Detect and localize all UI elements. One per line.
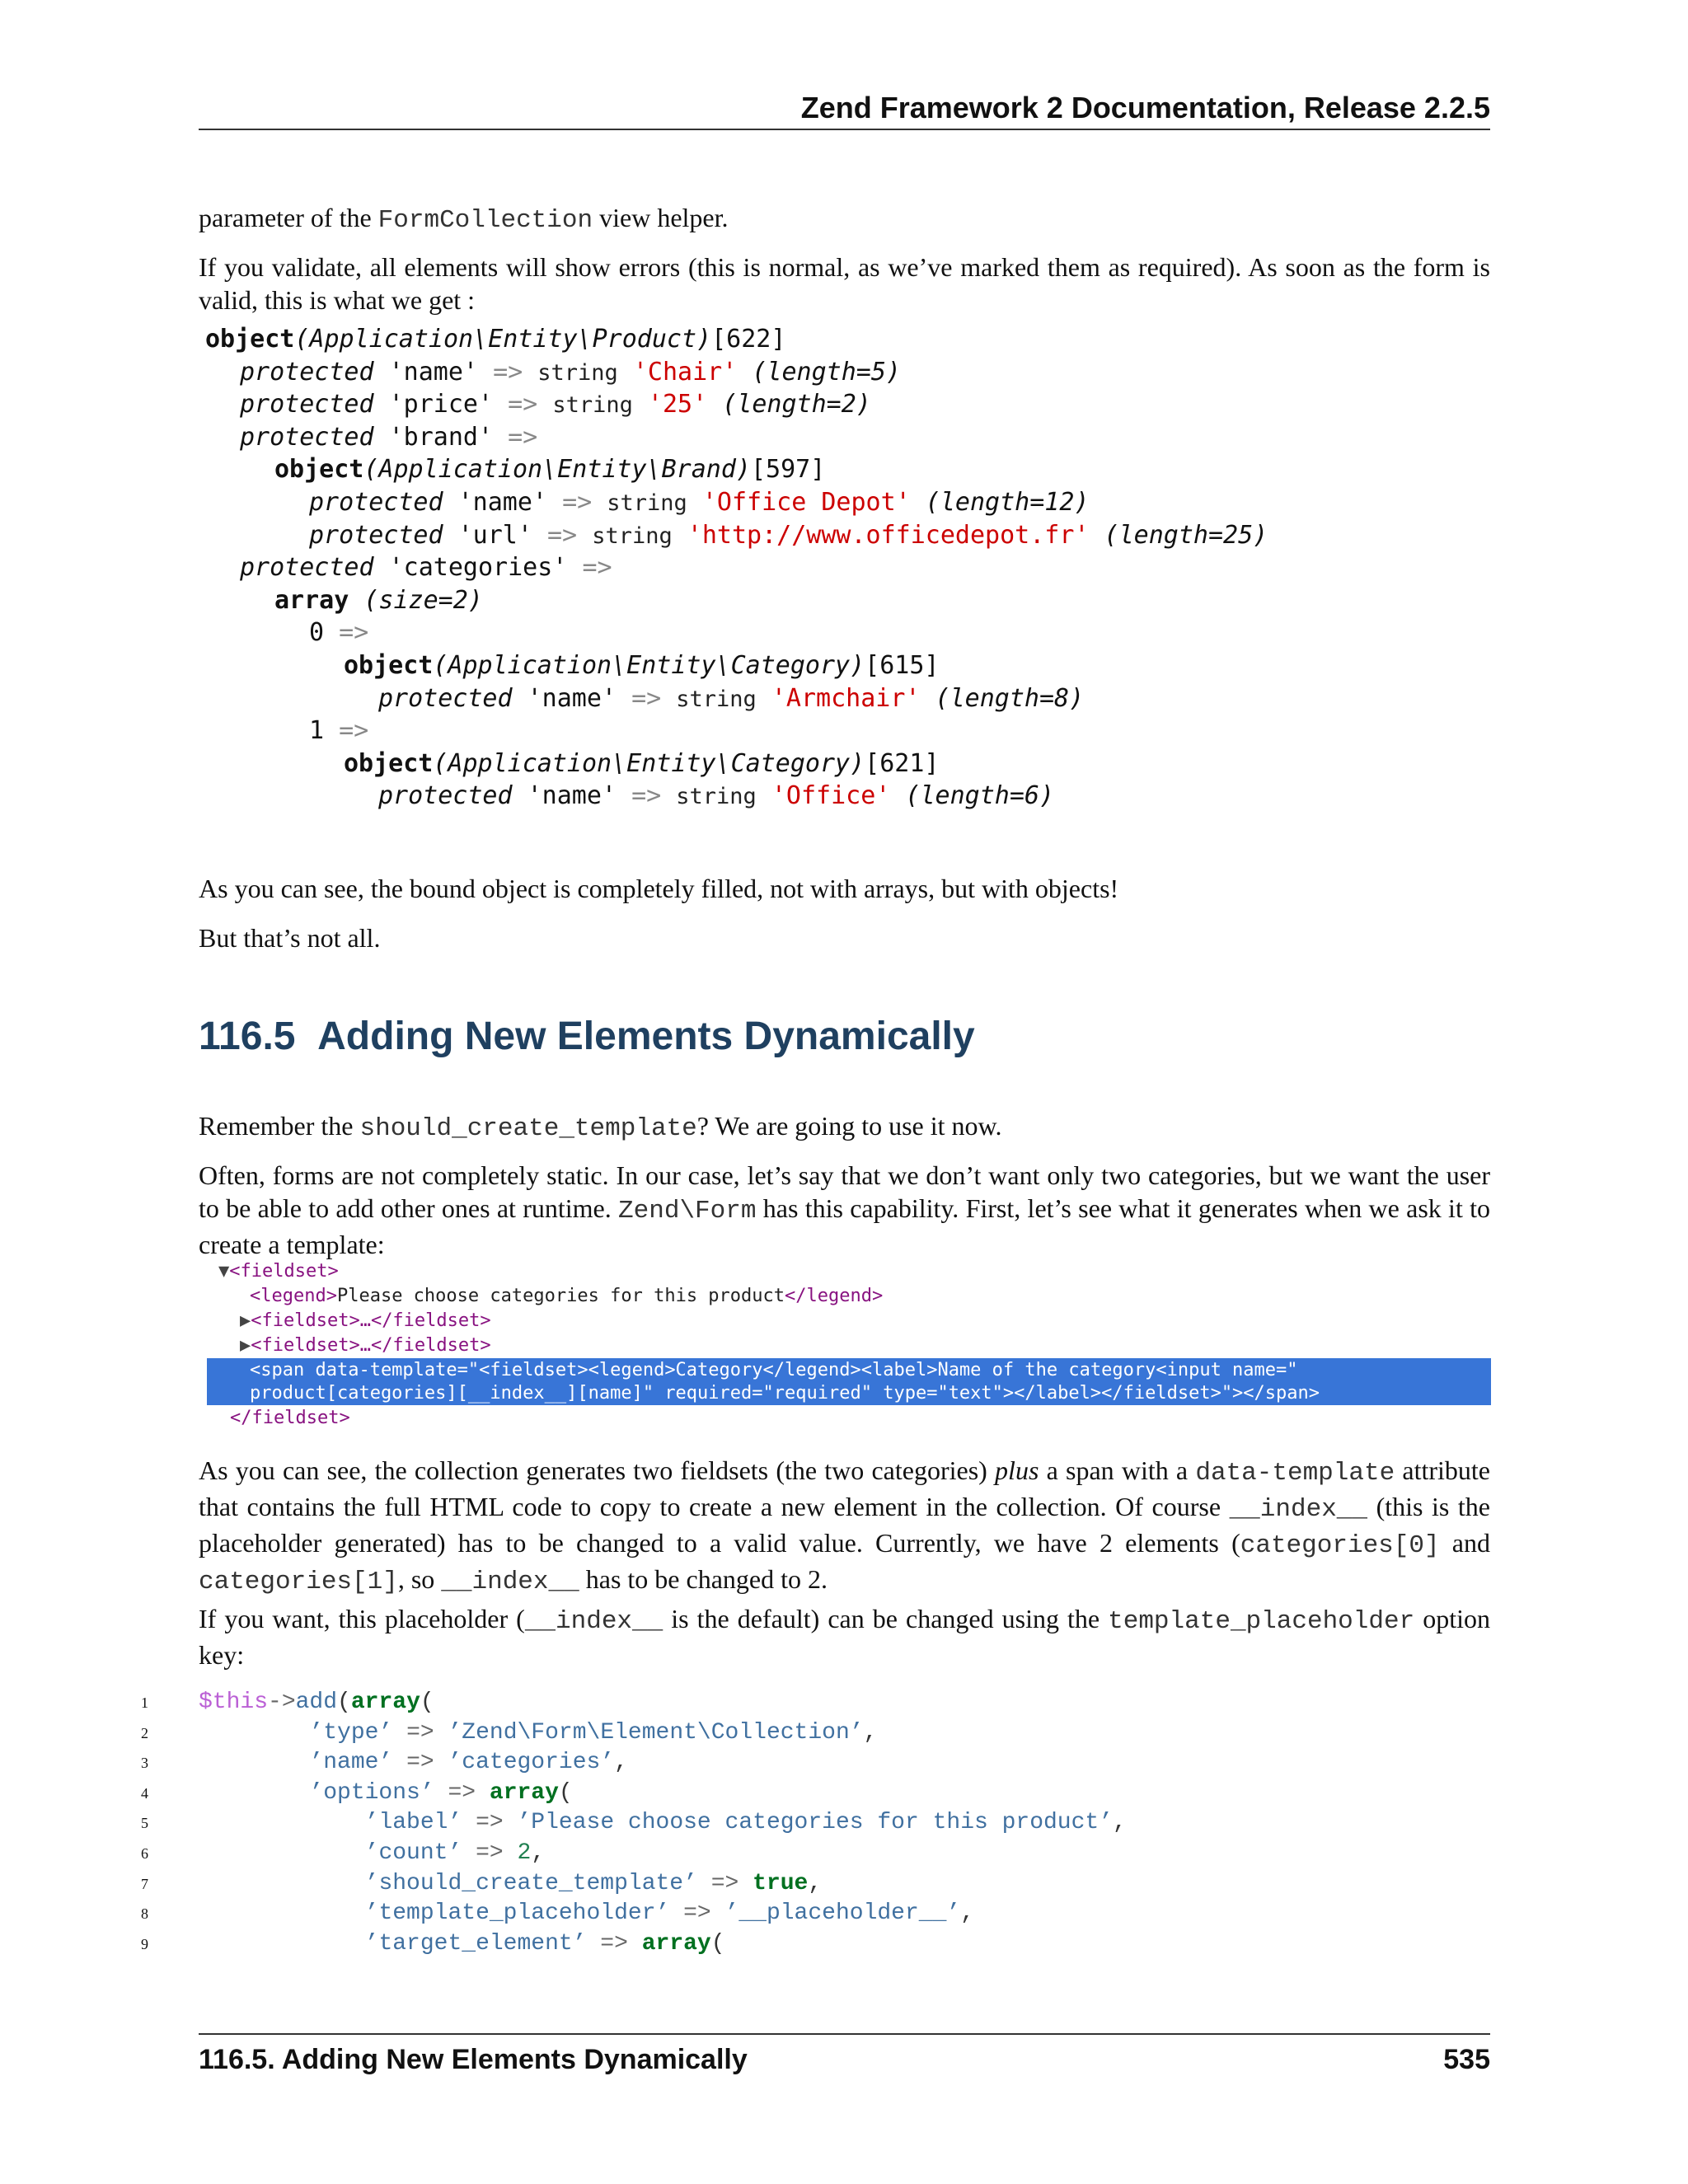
- dump-line: 1 =>: [309, 716, 369, 746]
- code-line: 9 ’target_element’ => array(: [141, 1930, 725, 1957]
- collapsed-triangle-icon: ▶: [240, 1335, 251, 1356]
- dump-line: protected 'name' => string 'Armchair' (length=8): [378, 683, 1085, 713]
- intro-paragraph-1: parameter of the FormCollection view helper.: [199, 203, 729, 235]
- dump-line: object(Application\Entity\Category)[615]: [344, 651, 940, 680]
- dump-line: protected 'url' => string 'http://www.officedepot.fr' (length=25): [309, 520, 1268, 550]
- dump-line: 0 =>: [309, 618, 369, 648]
- dump-line: protected 'name' => string 'Chair' (length=5): [240, 357, 901, 387]
- code-line: 6 ’count’ => 2,: [141, 1840, 546, 1866]
- footer-divider: [199, 2033, 1490, 2035]
- dump-line: object(Application\Entity\Brand)[597]: [274, 455, 826, 485]
- dump-line: protected 'categories' =>: [240, 553, 612, 583]
- dump-line: array (size=2): [274, 585, 483, 615]
- running-footer-section: 116.5. Adding New Elements Dynamically: [199, 2044, 748, 2075]
- dom-node: ▶<fieldset>…</fieldset>: [240, 1335, 491, 1356]
- dom-inspector-screenshot: [207, 1259, 1491, 1429]
- after-dump-paragraph-1: As you can see, the bound object is completely filled, not with arrays, but with objects!: [199, 874, 1119, 903]
- dump-line: object(Application\Entity\Category)[621]: [344, 748, 940, 778]
- code-line: 1 $this->add(array(: [141, 1690, 434, 1715]
- dump-line: protected 'price' => string '25' (length=2): [240, 390, 871, 419]
- dump-line: protected 'brand' =>: [240, 422, 538, 452]
- section-heading: 116.5 Adding New Elements Dynamically: [199, 1015, 975, 1058]
- var-dump-screenshot: [205, 323, 1491, 847]
- section-paragraph-2: Often, forms are not completely static. In our case, let’s say that we don’t want only two categories, but we want the user to be able to add other ones at runtime. Zend\Form has this capability. First, let’s see what it generates when we ask it to create a template:: [199, 1160, 1491, 1259]
- dom-node: ▼<fieldset>: [218, 1261, 339, 1282]
- page-number: 535: [1443, 2044, 1490, 2075]
- after-dump-paragraph-2: But that’s not all.: [199, 923, 381, 953]
- selected-dom-node: <span data-template="<fieldset><legend>Category</legend><label>Name of the category<input name=" product[categories][__index__][name]" required="required" type="text"></label></fieldset>"></span>: [207, 1358, 1491, 1405]
- expanded-triangle-icon: ▼: [218, 1261, 230, 1282]
- header-divider: [199, 129, 1490, 130]
- explain-paragraph: As you can see, the collection generates two fieldsets (the two categories) plus a span with a data-template attribute that contains the full HTML code to copy to create a new element in the collection. Of course __index__ (this is the placeholder generated) has to be changed to a valid value. Currently, we have 2 elements (categories[0] and categories[1], so __index__ has to be changed to 2.: [199, 1455, 1491, 1596]
- intro-paragraph-2: If you validate, all elements will show errors (this is normal, as we’ve marked them as required). As soon as the form is valid, this is what we get :: [199, 252, 1490, 315]
- code-line: 8 ’template_placeholder’ => ’__placeholder__’,: [141, 1900, 975, 1927]
- code-line: 2 ’type’ => ’Zend\Form\Element\Collection’,: [141, 1719, 878, 1746]
- dom-node: <legend>Please choose categories for this product</legend>: [250, 1286, 884, 1306]
- dump-line: object(Application\Entity\Product)[622]: [205, 325, 786, 354]
- code-line: 7 ’should_create_template’ => true,: [141, 1870, 823, 1896]
- dump-line: protected 'name' => string 'Office Depot' (length=12): [309, 488, 1090, 517]
- code-line: 5 ’label’ => ’Please choose categories for this product’,: [141, 1810, 1127, 1836]
- code-line: 4 ’options’ => array(: [141, 1779, 573, 1806]
- running-header: Zend Framework 2 Documentation, Release 2.2.5: [800, 91, 1490, 124]
- section-paragraph-1: Remember the should_create_template? We are going to use it now.: [199, 1111, 1002, 1143]
- inline-code: FormCollection: [377, 206, 593, 235]
- collapsed-triangle-icon: ▶: [240, 1310, 251, 1331]
- placeholder-paragraph: If you want, this placeholder (__index__ is the default) can be changed using the template_placeholder option key:: [199, 1604, 1490, 1670]
- dom-node: </fieldset>: [230, 1408, 350, 1428]
- dump-line: protected 'name' => string 'Office' (length=6): [378, 781, 1055, 811]
- dom-node: ▶<fieldset>…</fieldset>: [240, 1310, 491, 1331]
- document-page: [141, 0, 1491, 2184]
- code-line: 3 ’name’ => ’categories’,: [141, 1750, 628, 1776]
